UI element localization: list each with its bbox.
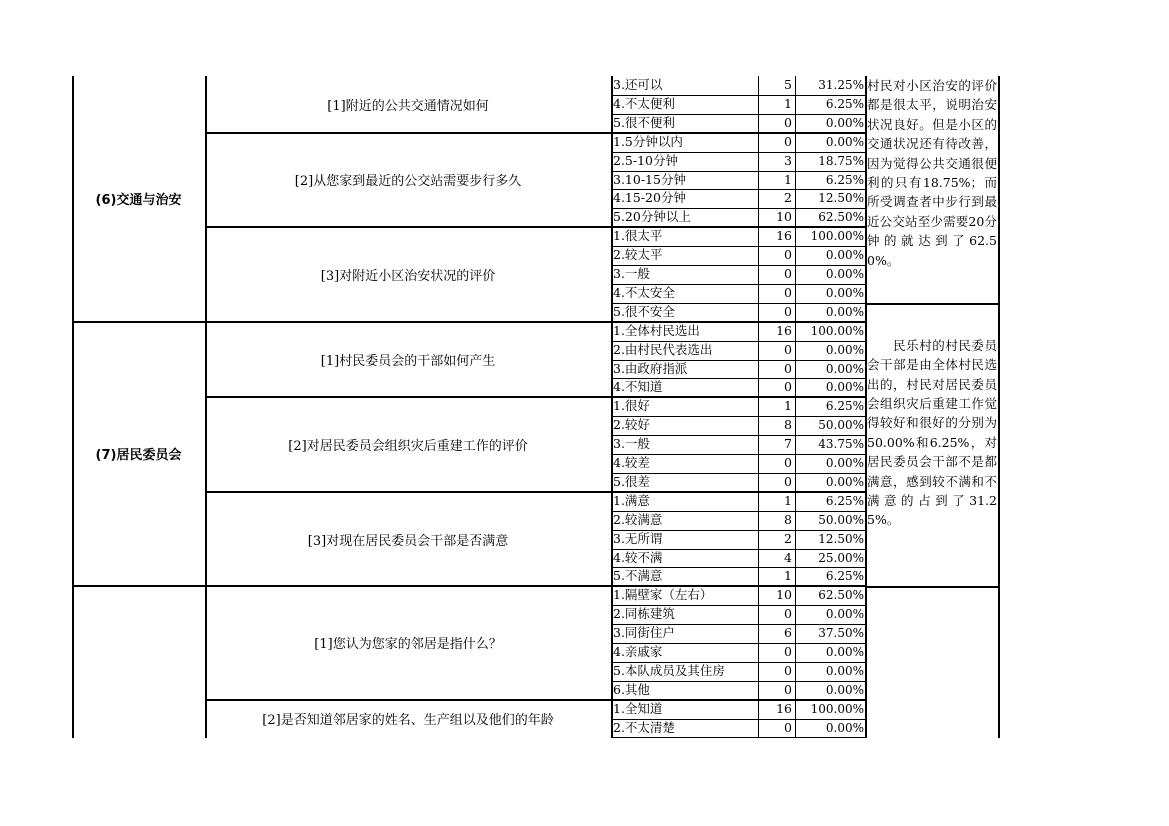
comment-text: 村民对小区治安的评价都是很太平，说明治安状况良好。但是小区的交通状况还有待改善，因为觉得公共交通很便利的只有18.75%；而所受调查者中步行到最近公交站至少需要20分钟的就达到了62.50%。 bbox=[867, 78, 997, 268]
question-divider bbox=[205, 491, 865, 493]
option-count: 2 bbox=[784, 530, 792, 546]
comment-column-border bbox=[865, 76, 867, 738]
option-percent: 0.00% bbox=[825, 607, 864, 622]
percent-column-border bbox=[795, 76, 796, 738]
question-divider bbox=[205, 132, 865, 134]
option-percent: 6.25% bbox=[825, 493, 864, 508]
row-divider bbox=[611, 303, 865, 304]
question-text: [1]您认为您家的邻居是指什么？ bbox=[314, 637, 502, 653]
row-divider bbox=[611, 681, 865, 682]
option-count: 0 bbox=[784, 114, 792, 130]
question-divider bbox=[205, 699, 865, 701]
row-divider bbox=[611, 208, 865, 209]
question-divider bbox=[205, 396, 865, 398]
question-column-border bbox=[205, 76, 207, 738]
option-percent: 50.00% bbox=[818, 512, 864, 527]
option-count: 0 bbox=[784, 606, 792, 622]
option-label: 1.很太平 bbox=[613, 228, 663, 244]
option-count: 10 bbox=[776, 587, 792, 603]
option-percent: 43.75% bbox=[818, 437, 864, 452]
option-label: 4.较不满 bbox=[613, 549, 663, 565]
option-percent: 100.00% bbox=[810, 701, 864, 716]
option-count: 1 bbox=[784, 95, 792, 111]
row-divider bbox=[611, 605, 865, 606]
option-percent: 0.00% bbox=[825, 285, 864, 300]
option-label: 2.较满意 bbox=[613, 511, 663, 527]
row-divider bbox=[611, 284, 865, 285]
option-label: 3.由政府指派 bbox=[613, 360, 688, 376]
option-label: 5.本队成员及其住房 bbox=[613, 662, 725, 678]
category-label: (6)交通与治安 bbox=[95, 193, 182, 209]
option-percent: 12.50% bbox=[818, 191, 864, 206]
category-label: (7)居民委员会 bbox=[95, 448, 182, 464]
option-count: 0 bbox=[784, 341, 792, 357]
option-count: 16 bbox=[776, 700, 792, 716]
option-label: 5.20分钟以上 bbox=[613, 209, 691, 225]
row-divider bbox=[611, 416, 865, 417]
row-divider bbox=[611, 378, 865, 379]
option-percent: 0.00% bbox=[825, 456, 864, 470]
option-label: 6.其他 bbox=[613, 681, 650, 697]
option-count: 0 bbox=[784, 455, 792, 470]
option-label: 5.很差 bbox=[613, 473, 650, 489]
option-percent: 0.00% bbox=[825, 663, 864, 678]
option-label: 5.很不安全 bbox=[613, 303, 675, 319]
option-label: 2.较太平 bbox=[613, 247, 663, 263]
question-divider bbox=[205, 226, 865, 228]
comment-divider bbox=[865, 303, 998, 305]
option-label: 1.很好 bbox=[613, 398, 650, 414]
option-count: 3 bbox=[784, 152, 792, 168]
option-count: 1 bbox=[784, 398, 792, 414]
row-divider bbox=[611, 511, 865, 512]
option-count: 16 bbox=[776, 228, 792, 244]
option-percent: 0.00% bbox=[825, 720, 864, 735]
option-percent: 0.00% bbox=[825, 342, 864, 357]
option-count: 0 bbox=[784, 247, 792, 263]
option-label: 4.不太安全 bbox=[613, 284, 675, 300]
question-text: [3]对附近小区治安状况的评价 bbox=[320, 268, 496, 284]
option-percent: 0.00% bbox=[825, 361, 864, 376]
section-divider bbox=[72, 585, 205, 587]
question-text: [3]对现在居民委员会干部是否满意 bbox=[307, 533, 509, 549]
row-divider bbox=[611, 171, 865, 172]
row-divider bbox=[611, 265, 865, 266]
option-count: 0 bbox=[784, 360, 792, 376]
option-percent: 12.50% bbox=[818, 531, 864, 546]
option-count: 0 bbox=[784, 303, 792, 319]
option-count: 0 bbox=[784, 284, 792, 300]
option-percent: 6.25% bbox=[825, 96, 864, 111]
row-divider bbox=[611, 567, 865, 568]
option-label: 3.无所谓 bbox=[613, 530, 663, 546]
option-label: 4.较差 bbox=[613, 455, 650, 470]
option-count: 0 bbox=[784, 379, 792, 395]
option-label: 1.隔壁家（左右） bbox=[613, 587, 713, 603]
option-percent: 0.00% bbox=[825, 380, 864, 395]
option-count: 0 bbox=[784, 719, 792, 735]
row-divider bbox=[611, 246, 865, 247]
option-count: 8 bbox=[784, 417, 792, 433]
option-percent: 0.00% bbox=[825, 134, 864, 149]
option-percent: 6.25% bbox=[825, 172, 864, 187]
option-percent: 0.00% bbox=[825, 267, 864, 281]
option-percent: 0.00% bbox=[825, 115, 864, 130]
option-count: 10 bbox=[776, 209, 792, 225]
option-percent: 0.00% bbox=[825, 474, 864, 489]
option-count: 6 bbox=[784, 625, 792, 641]
option-label: 1.满意 bbox=[613, 492, 650, 508]
row-divider bbox=[611, 360, 865, 361]
option-count: 1 bbox=[784, 568, 792, 584]
option-percent: 31.25% bbox=[818, 78, 864, 92]
row-divider bbox=[611, 435, 865, 436]
option-count: 5 bbox=[784, 77, 792, 92]
question-divider bbox=[205, 585, 865, 587]
option-count: 4 bbox=[784, 549, 792, 565]
option-count: 0 bbox=[784, 644, 792, 659]
row-divider bbox=[611, 114, 865, 115]
count-column-border bbox=[758, 76, 759, 738]
question-divider bbox=[205, 321, 865, 323]
question-text: [2]对居民委员会组织灾后重建工作的评价 bbox=[288, 439, 528, 455]
row-divider bbox=[611, 719, 865, 720]
row-divider bbox=[611, 549, 865, 550]
option-count: 16 bbox=[776, 322, 792, 338]
option-percent: 37.50% bbox=[818, 626, 864, 641]
option-label: 4.不太便利 bbox=[613, 95, 675, 111]
row-divider bbox=[611, 152, 865, 153]
option-count: 1 bbox=[784, 492, 792, 508]
option-percent: 0.00% bbox=[825, 645, 864, 659]
row-divider bbox=[611, 624, 865, 625]
option-count: 2 bbox=[784, 190, 792, 206]
left-border bbox=[72, 76, 74, 738]
category-label bbox=[72, 586, 205, 737]
row-divider bbox=[611, 341, 865, 342]
option-label: 1.全知道 bbox=[613, 700, 663, 716]
option-column-border bbox=[611, 76, 613, 738]
row-divider bbox=[611, 530, 865, 531]
option-label: 5.不满意 bbox=[613, 568, 663, 584]
option-label: 2.由村民代表选出 bbox=[613, 341, 713, 357]
option-percent: 100.00% bbox=[810, 229, 864, 244]
option-label: 3.还可以 bbox=[613, 77, 663, 92]
option-label: 5.很不便利 bbox=[613, 114, 675, 130]
option-count: 7 bbox=[784, 436, 792, 452]
bottom-row-line bbox=[611, 737, 865, 738]
row-divider bbox=[611, 643, 865, 644]
question-text: [1]村民委员会的干部如何产生 bbox=[320, 353, 496, 369]
row-divider bbox=[611, 95, 865, 96]
option-label: 2.同栋建筑 bbox=[613, 606, 675, 622]
option-label: 3.一般 bbox=[613, 436, 650, 452]
option-percent: 62.50% bbox=[818, 210, 864, 225]
option-percent: 100.00% bbox=[810, 323, 864, 338]
option-label: 4.15-20分钟 bbox=[613, 190, 686, 206]
question-text: [2]是否知道邻居家的姓名、生产组以及他们的年龄 bbox=[262, 713, 554, 729]
question-text: [1]附近的公共交通情况如何 bbox=[327, 98, 489, 114]
option-count: 0 bbox=[784, 133, 792, 149]
comment-divider bbox=[865, 586, 998, 588]
option-count: 1 bbox=[784, 171, 792, 187]
row-divider bbox=[611, 454, 865, 455]
option-percent: 18.75% bbox=[818, 153, 864, 168]
option-count: 8 bbox=[784, 511, 792, 527]
comment-text: 民乐村的村民委员会干部是由全体村民选出的，村民对居民委员会组织灾后重建工作觉得较好和很好的分别为50.00%和6.25%，对居民委员会干部不是都满意，感到较不满和不满意的占到了31.25%。 bbox=[867, 337, 997, 528]
row-divider bbox=[611, 473, 865, 474]
option-label: 2.不太清楚 bbox=[613, 719, 675, 735]
option-percent: 50.00% bbox=[818, 418, 864, 433]
option-percent: 0.00% bbox=[825, 248, 864, 263]
option-label: 1.全体村民选出 bbox=[613, 322, 700, 338]
option-percent: 0.00% bbox=[825, 304, 864, 319]
row-divider bbox=[611, 662, 865, 663]
right-border bbox=[998, 76, 1000, 738]
option-label: 3.一般 bbox=[613, 266, 650, 281]
option-percent: 6.25% bbox=[825, 569, 864, 584]
option-label: 2.较好 bbox=[613, 417, 650, 433]
option-percent: 0.00% bbox=[825, 682, 864, 697]
option-label: 4.不知道 bbox=[613, 379, 663, 395]
option-label: 2.5-10分钟 bbox=[613, 152, 679, 168]
option-count: 0 bbox=[784, 266, 792, 281]
option-label: 4.亲戚家 bbox=[613, 644, 663, 659]
option-label: 3.同街住户 bbox=[613, 625, 675, 641]
question-text: [2]从您家到最近的公交站需要步行多久 bbox=[294, 174, 522, 190]
option-percent: 6.25% bbox=[825, 399, 864, 414]
option-percent: 25.00% bbox=[818, 550, 864, 565]
option-percent: 62.50% bbox=[818, 588, 864, 603]
option-label: 1.5分钟以内 bbox=[613, 133, 683, 149]
section-divider bbox=[72, 321, 205, 323]
option-count: 0 bbox=[784, 681, 792, 697]
row-divider bbox=[611, 189, 865, 190]
option-count: 0 bbox=[784, 662, 792, 678]
option-count: 0 bbox=[784, 473, 792, 489]
option-label: 3.10-15分钟 bbox=[613, 171, 686, 187]
